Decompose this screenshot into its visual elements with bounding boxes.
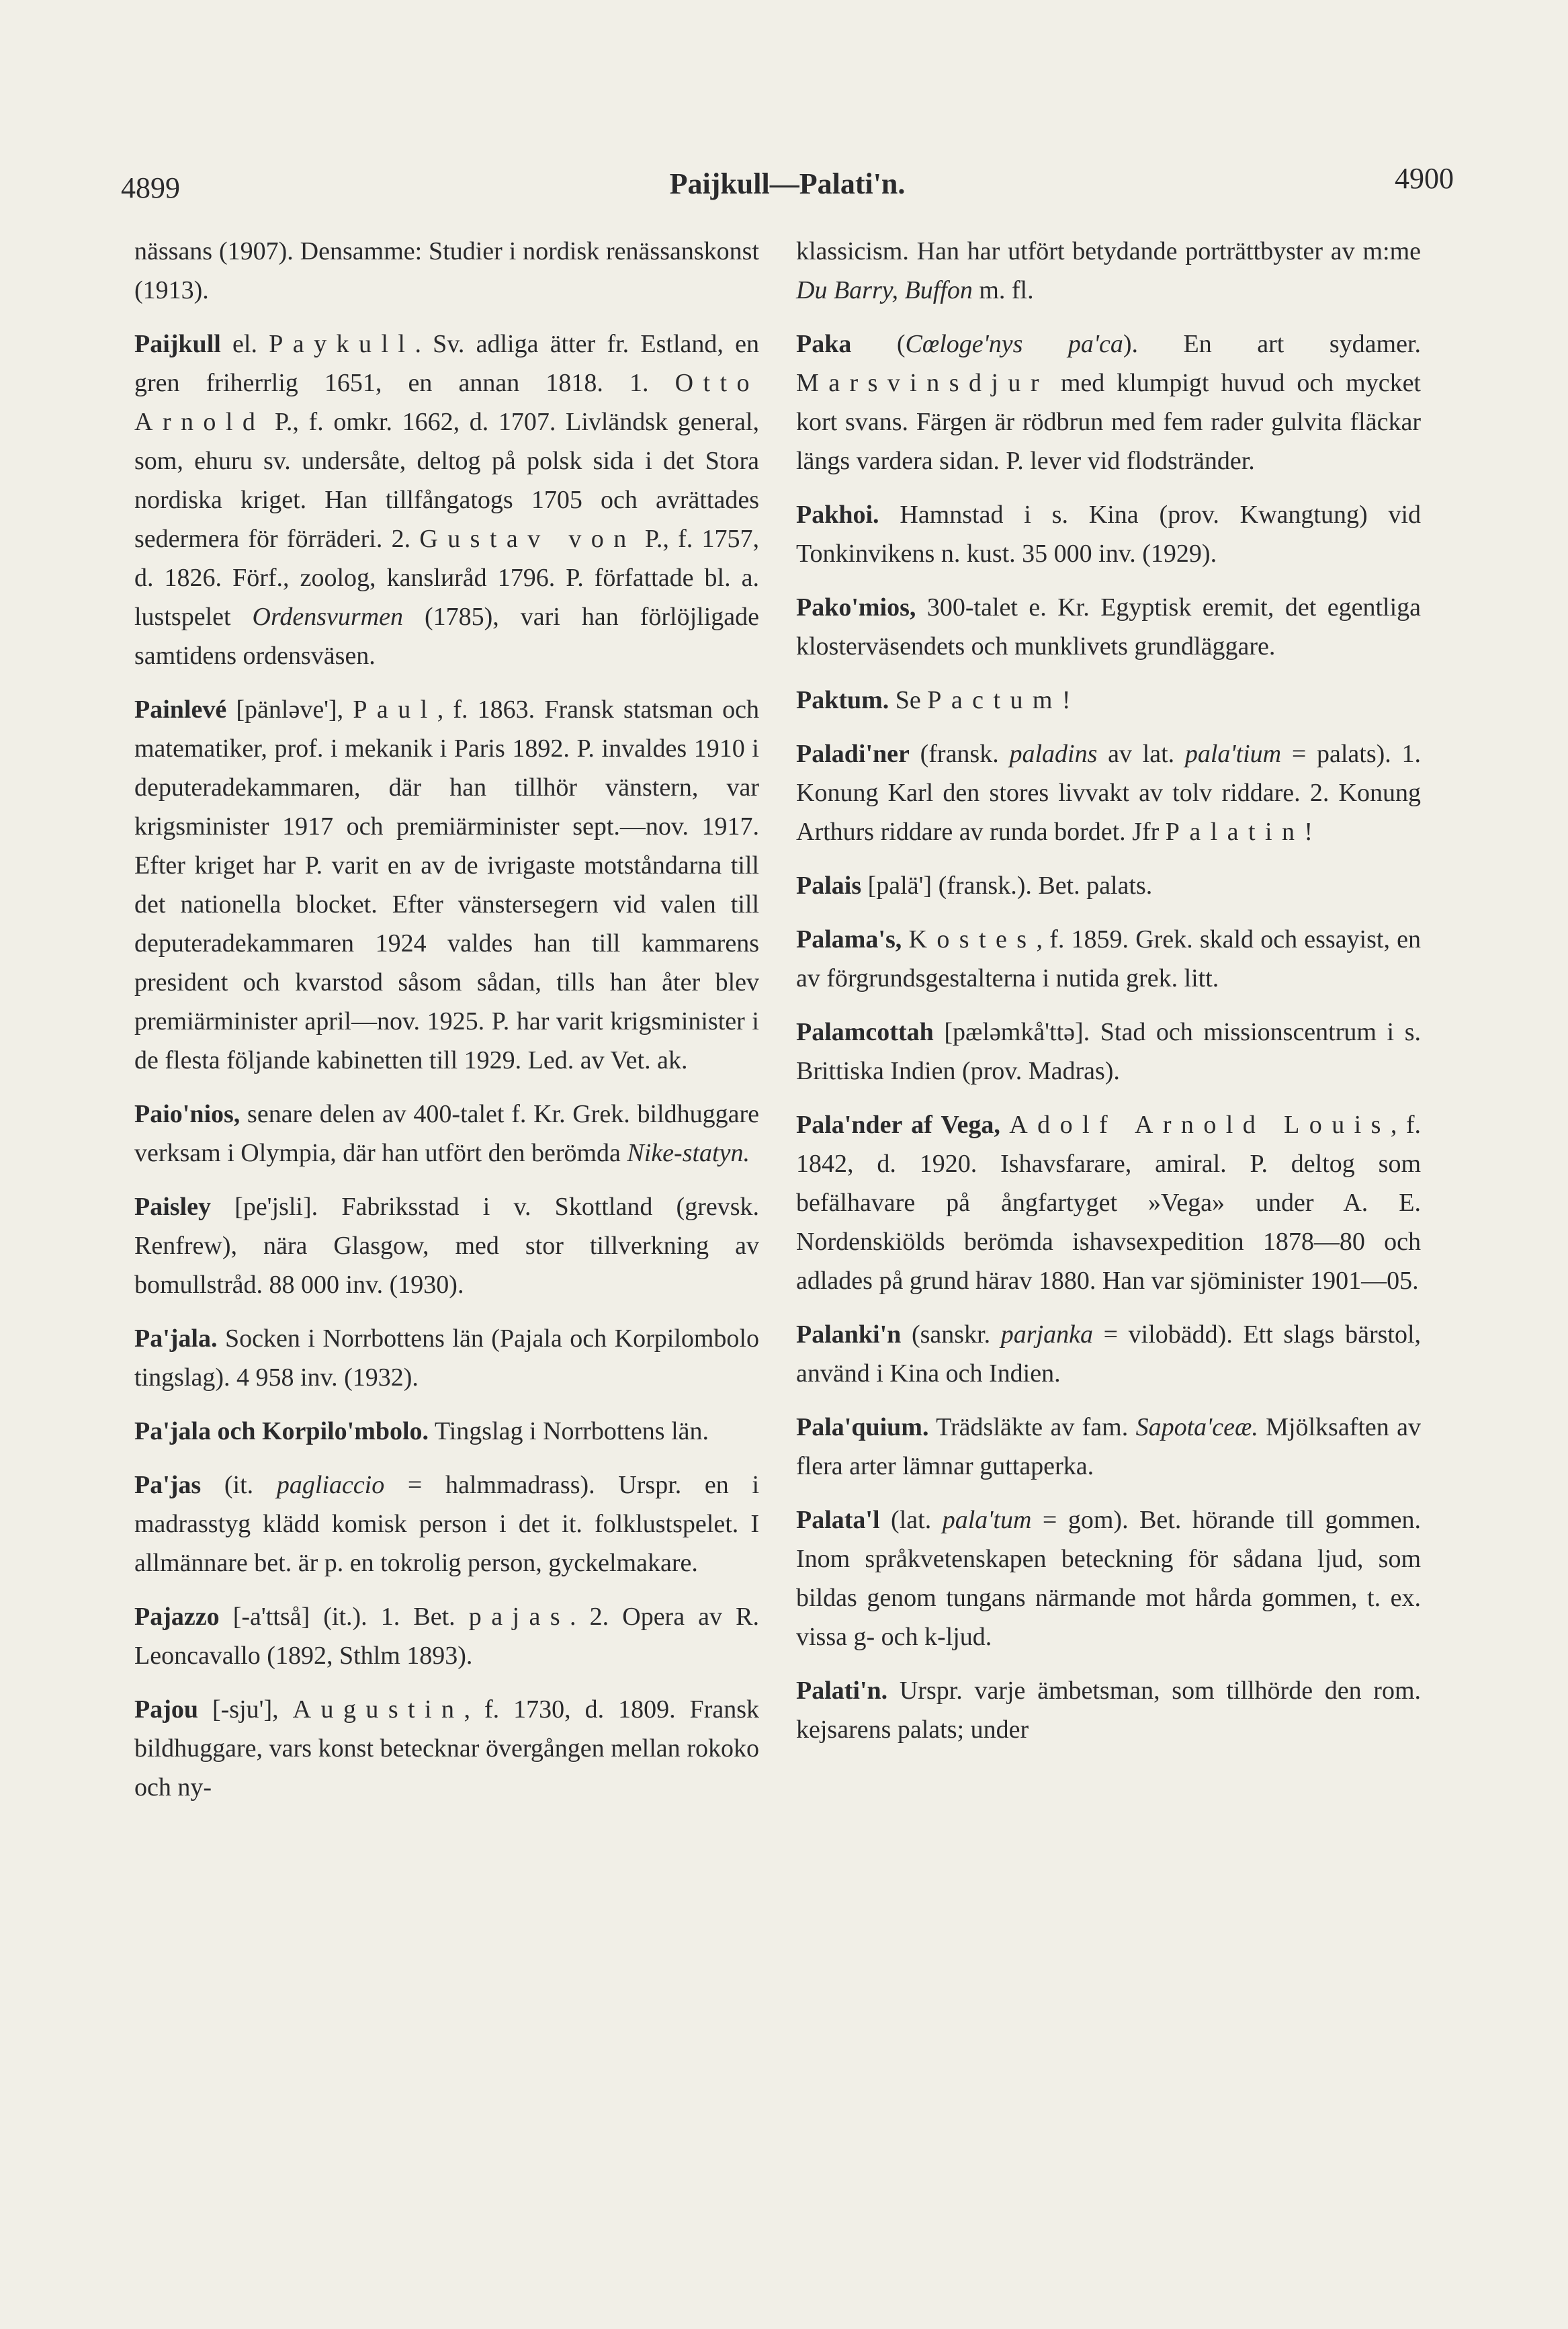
dictionary-entry	[134, 232, 759, 310]
italic-term: parjanka	[1000, 1320, 1093, 1349]
entry-text: med klumpigt huvud och mycket kort svans. Färgen är rödbrun med fem rader gulvita fläckar längs vardera sidan. P. lever vid flodstränder.	[796, 369, 1421, 475]
italic-term: pala'tum	[942, 1506, 1032, 1534]
dictionary-entry	[796, 1315, 1421, 1393]
entry-text: (lat.	[879, 1506, 943, 1534]
entry-text: = gom). Bet. hörande till gommen. Inom språkvetenskapen beteckning för sådana ljud, som bildas genom tungans närmande mot hårda gommen, t. ex. vissa g- och k-ljud.	[796, 1506, 1421, 1651]
left-column	[134, 232, 759, 1822]
entry-headword: Paladi'ner	[796, 740, 910, 768]
entry-text: Socken i Norrbottens län (Pajala och Korpilombolo tingslag). 4 958 inv. (1932).	[134, 1324, 759, 1392]
dictionary-entry	[134, 1466, 759, 1582]
dictionary-entry	[134, 1187, 759, 1304]
entry-text: [palä'] (fransk.). Bet. palats.	[861, 872, 1153, 900]
entry-text: Urspr. varje ämbetsman, som tillhörde den rom. kejsarens palats; under	[796, 1677, 1421, 1744]
entry-text: , f. 1863. Fransk statsman och matematiker, prof. i mekanik i Paris 1892. P. invaldes 1910 i deputeradekammaren, där han tillhör vänstern, var krigsminister 1917 och premiärminister sept.—nov. 1917. Efter kriget har P. varit en av de ivrigaste motståndarna till det nationella blocket. Efter vänstersegern vid valen till deputeradekammaren 1924 valdes han till kammarens president och kvarstod såsom sådan, tills han åter blev premiärminister april—nov. 1925. P. har varit krigsminister i de flesta följande kabinetten till 1929. Led. av Vet. ak.	[134, 695, 759, 1074]
entry-text	[1000, 1111, 1009, 1139]
entry-text: av lat.	[1097, 740, 1185, 768]
entry-text: !	[1304, 818, 1313, 846]
entry-text: [pänləve'],	[226, 695, 353, 724]
italic-term: Sapota'ceæ.	[1135, 1413, 1258, 1441]
entry-headword: Palama's,	[796, 925, 902, 954]
spaced-name: Gustav von	[419, 525, 636, 553]
page-header	[121, 161, 1454, 208]
entry-text: , f. 1859. Grek. skald och essayist, en av förgrundsgestalterna i nutida grek. litt.	[796, 925, 1421, 992]
spaced-name: Pactum	[927, 686, 1062, 714]
entry-text: . Sv. adliga ätter fr. Estland, en gren friherrlig 1651, en annan 1818. 1.	[134, 330, 759, 397]
spaced-name: Otto Arnold	[134, 369, 759, 436]
italic-term: pala'tium	[1184, 740, 1282, 768]
dictionary-entry	[796, 734, 1421, 851]
dictionary-entry	[796, 1105, 1421, 1300]
dictionary-entry	[796, 1500, 1421, 1656]
entry-text: Mjölksaften av flera arter lämnar guttaperka.	[796, 1413, 1421, 1480]
entry-headword: Paijkull	[134, 330, 221, 358]
entry-text: (sanskr.	[901, 1320, 1001, 1349]
entry-text: nässans (1907). Densamme: Studier i nordisk renässanskonst (1913).	[134, 237, 759, 304]
entry-headword: Pala'quium.	[796, 1413, 929, 1441]
entry-text: klassicism. Han har utfört betydande porträttbyster av m:me	[796, 237, 1421, 265]
entry-text: P., f. 1757, d. 1826. Förf., zoolog, kanslиråd 1796. P. författade bl. a. lustspelet	[134, 525, 759, 631]
entry-text: ). En art sydamer.	[1123, 330, 1421, 358]
entry-headword: Pa'jas	[134, 1471, 202, 1499]
entry-text: (1785), vari han förlöjligade samtidens ordensväsen.	[134, 603, 759, 670]
italic-term: Cœloge'nys pa'ca	[905, 330, 1123, 358]
dictionary-entry	[796, 325, 1421, 480]
entry-text: , f. 1730, d. 1809. Fransk bildhuggare, vars konst betecknar övergången mellan rokoko och ny-	[134, 1695, 759, 1802]
entry-text: (fransk.	[909, 740, 1010, 768]
entry-headword: Pakhoi.	[796, 501, 879, 529]
entry-headword: Pala'nder af Vega,	[796, 1111, 1000, 1139]
entry-headword: Pajazzo	[134, 1603, 220, 1631]
spaced-name: Adolf Arnold Louis	[1009, 1111, 1391, 1139]
dictionary-entry	[134, 1690, 759, 1807]
spaced-name: Palatin	[1165, 818, 1305, 846]
entry-headword: Paka	[796, 330, 852, 358]
dictionary-entry	[134, 1597, 759, 1675]
entry-headword: Palais	[796, 872, 862, 900]
dictionary-entry	[796, 495, 1421, 573]
page-title: Paijkull—Palati'n.	[669, 167, 906, 200]
dictionary-entry	[796, 866, 1421, 905]
entry-text: [-a'ttså] (it.). 1. Bet.	[219, 1603, 469, 1631]
right-column	[796, 232, 1421, 1764]
entry-headword: Pa'jala.	[134, 1324, 218, 1353]
dictionary-entry	[134, 1095, 759, 1173]
entry-text: = palats). 1. Konung Karl den stores livvakt av tolv riddare. 2. Konung Arthurs riddare av runda bordet. Jfr	[796, 740, 1421, 846]
entry-text: 300-talet e. Kr. Egyptisk eremit, det egentliga klosterväsendets och munklivets grundläggare.	[796, 593, 1421, 661]
entry-text: m. fl.	[972, 276, 1034, 304]
entry-text: [pæləmkå'ttə]. Stad och missionscentrum i s. Brittiska Indien (prov. Madras).	[796, 1018, 1421, 1085]
italic-term: pagliaccio	[276, 1471, 385, 1499]
spaced-name: pajas	[468, 1603, 570, 1631]
entry-headword: Palamcottah	[796, 1018, 934, 1046]
entry-text: Tingslag i Norrbottens län.	[429, 1417, 709, 1445]
entry-text: . 2. Opera av R. Leoncavallo (1892, Sthlm 1893).	[134, 1603, 759, 1670]
spaced-name: Marsvinsdjur	[796, 369, 1049, 397]
page-number-left: 4899	[121, 171, 180, 204]
entry-text: = vilobädd). Ett slags bärstol, använd i Kina och Indien.	[796, 1320, 1422, 1388]
entry-text: Trädsläkte av fam.	[928, 1413, 1136, 1441]
italic-term: paladins	[1009, 740, 1098, 768]
dictionary-entry	[134, 325, 759, 675]
entry-headword: Palata'l	[796, 1506, 880, 1534]
dictionary-entry	[796, 588, 1421, 666]
dictionary-entry	[796, 232, 1421, 310]
spaced-name: Paykull	[269, 330, 415, 358]
entry-text: (	[851, 330, 906, 358]
page-number-right: 4900	[1395, 162, 1454, 195]
entry-text: el.	[220, 330, 269, 358]
entry-headword: Pajou	[134, 1695, 198, 1724]
entry-text: = halmmadrass). Urspr. en i madrasstyg klädd komisk person i det it. folklustspelet. I allmännare bet. är p. en tokrolig person, gyckelmakare.	[134, 1471, 760, 1577]
entry-headword: Palati'n.	[796, 1677, 888, 1705]
entry-text: Hamnstad i s. Kina (prov. Kwangtung) vid Tonkinvikens n. kust. 35 000 inv. (1929).	[796, 501, 1421, 568]
entry-text: [-sju'],	[198, 1695, 293, 1724]
spaced-name: Kostes	[908, 925, 1037, 954]
entry-text: Se	[889, 686, 928, 714]
entry-text: senare delen av 400-talet f. Kr. Grek. bildhuggare verksam i Olympia, där han utfört den berömda	[134, 1100, 759, 1167]
dictionary-entry	[134, 690, 759, 1080]
entry-text: , f. 1842, d. 1920. Ishavsfarare, amiral. P. deltog som befälhavare på ångfartyget »Vega» under A. E. Nordenskiölds berömda ishavsexpedition 1878—80 och adlades på grund härav 1880. Han var sjöminister 1901—05.	[796, 1111, 1421, 1295]
dictionary-entry	[134, 1412, 759, 1451]
dictionary-entry	[796, 920, 1421, 998]
entry-text: (it.	[201, 1471, 277, 1499]
entry-text: P., f. omkr. 1662, d. 1707. Livländsk general, som, ehuru sv. undersåte, deltog på polsk sida i det Stora nordiska kriget. Han tillfångatogs 1705 och avrättades sedermera för förräderi. 2.	[134, 408, 759, 553]
spaced-name: Augustin	[292, 1695, 464, 1724]
entry-text: !	[1061, 686, 1071, 714]
italic-term: Nike-statyn.	[627, 1139, 750, 1167]
entry-headword: Pako'mios,	[796, 593, 916, 622]
dictionary-entry	[796, 1013, 1421, 1091]
entry-headword: Paktum.	[796, 686, 889, 714]
entry-headword: Paio'nios,	[134, 1100, 241, 1128]
entry-headword: Pa'jala och Korpilo'mbolo.	[134, 1417, 429, 1445]
spaced-name: Paul	[353, 695, 437, 724]
italic-term: Ordensvurmen	[252, 603, 403, 631]
entry-text	[902, 925, 908, 954]
italic-term: Du Barry, Buffon	[796, 276, 973, 304]
entry-headword: Paisley	[134, 1193, 211, 1221]
dictionary-entry	[796, 1408, 1421, 1486]
dictionary-entry	[796, 681, 1421, 720]
dictionary-entry	[796, 1671, 1421, 1749]
dictionary-entry	[134, 1319, 759, 1397]
entry-headword: Palanki'n	[796, 1320, 902, 1349]
entry-headword: Painlevé	[134, 695, 227, 724]
entry-text: [pe'jsli]. Fabriksstad i v. Skottland (grevsk. Renfrew), nära Glasgow, med stor tillverkning av bomullstråd. 88 000 inv. (1930).	[134, 1193, 759, 1299]
